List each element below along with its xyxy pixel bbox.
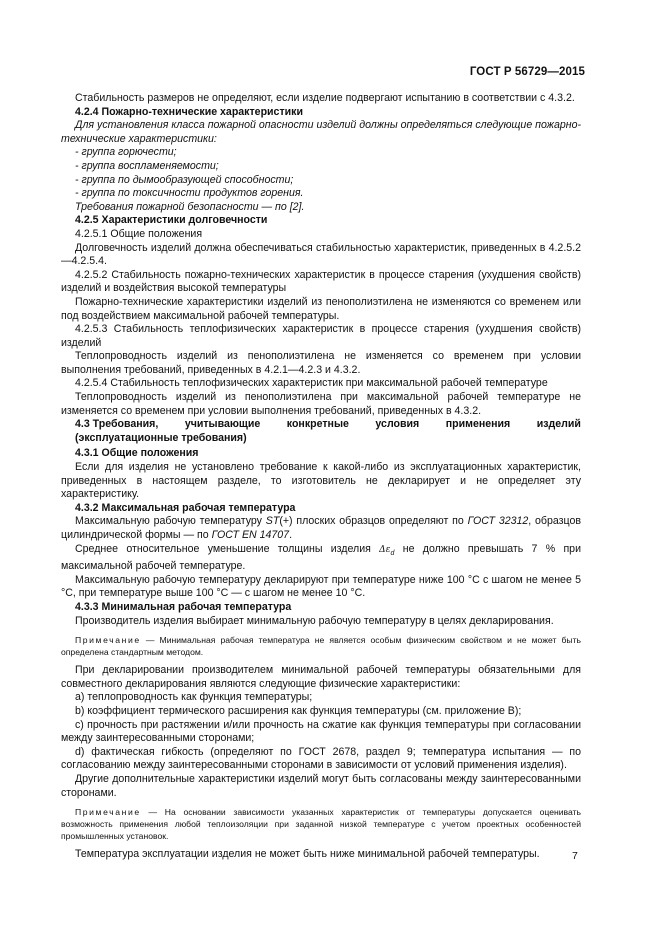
text-fragment: Среднее относительное уменьшение толщины изделия <box>75 542 380 555</box>
paragraph-4-3-2-b <box>61 543 581 574</box>
paragraph-operating-temperature: Температура эксплуатации изделия не может быть ниже минимальной рабочей температуры. <box>75 848 540 861</box>
list-item-decl-b: b) коэффициент термического расширения как функция температуры (см. приложение В); <box>75 705 522 718</box>
heading-4-3-3: 4.3.3 Минимальная рабочая температура <box>75 601 292 614</box>
text-fragment: . <box>289 529 293 541</box>
paragraph-4-2-5-3: Теплопроводность изделий из пенополиэтилена не изменяется со временем при условии выполнения требований, приведенных в 4.2.1—4.2.3 и 4.3.2. <box>61 350 581 376</box>
symbol-st: ST <box>265 515 280 528</box>
list-item-fire-2: - группа воспламеняемости; <box>75 159 219 172</box>
heading-4-3-word: применения <box>445 418 511 431</box>
paragraph-dimension-stability: Стабильность размеров не определяют, если изделие подвергают испытанию в соответствии с 4.3.2. <box>75 92 575 104</box>
heading-4-3-word: 4.3 Требования, <box>75 418 159 431</box>
heading-4-3-word: условия <box>375 418 420 431</box>
subheading-4-2-5-1: 4.2.5.1 Общие положения <box>75 227 203 240</box>
paragraph-fire-requirements: Требования пожарной безопасности — по [2]. <box>75 200 305 213</box>
heading-4-3-1: 4.3.1 Общие положения <box>75 447 199 460</box>
list-item-fire-3: - группа по дымообразующей способности; <box>75 173 294 186</box>
symbol-delta-epsilon: Δε <box>379 544 391 555</box>
paragraph-declaration: При декларировании производителем минимальной рабочей температуры обязательными для совместного декларирования являются следующие физические характеристики: <box>61 664 581 690</box>
paragraph-4-2-5-4: Теплопроводность изделий из пенополиэтилена при максимальной рабочей температуре не изменяется со временем при условии выполнения требований, приведенных в 4.3.2. <box>61 391 581 417</box>
paragraph-4-3-3: Производитель изделия выбирает минимальную рабочую температуру в целях декларирования. <box>75 614 554 627</box>
text-fragment: (+) плоских образцов определяют по <box>279 515 468 528</box>
note-text: — Минимальная рабочая температура не является особым физическим свойством и не может быть определена стандартным методом. <box>61 635 581 658</box>
note-temperature-dependence <box>61 806 581 842</box>
note-label: Примечание <box>75 635 141 646</box>
list-item-fire-1: - группа горючести; <box>75 146 177 159</box>
subheading-4-2-5-4: 4.2.5.4 Стабильность теплофизических характеристик при максимальной рабочей температуре <box>75 377 548 390</box>
list-item-decl-a: а) теплопроводность как функция температуры; <box>75 691 313 704</box>
paragraph-4-3-2-a <box>61 515 581 542</box>
text-fragment: не должно превышать 7 % при максимальной рабочей температуре. <box>61 542 581 573</box>
list-item-decl-c: c) прочность при растяжении и/или прочность на сжатие как функция температуры при согласовании между заинтересованными сторонами; <box>61 718 581 745</box>
symbol-subscript: d <box>390 549 395 557</box>
note-min-temp <box>61 634 581 658</box>
paragraph-4-2-5-1: Долговечность изделий должна обеспечиваться стабильностью характеристик, приведенных в 4.2.5.2—4.2.5.4. <box>61 241 581 268</box>
heading-4-2-5: 4.2.5 Характеристики долговечности <box>75 214 268 227</box>
note-text: — На основании зависимости указанных характеристик от температуры допускается оценивать возможность применения любой теплоизоляции при заданной низкой температуре с учетом проектных особенностей промышленных установок. <box>61 807 581 842</box>
list-item-fire-4: - группа по токсичности продуктов горения. <box>75 187 304 200</box>
document-body <box>61 92 581 862</box>
text-fragment: Максимальную рабочую температуру <box>75 515 266 528</box>
paragraph-4-2-5-2: Пожарно-технические характеристики изделий из пенополиэтилена не изменяются со временем или под воздействием максимальной рабочей температуры. <box>61 295 581 322</box>
heading-4-3-word: учитывающие <box>184 418 261 431</box>
paragraph-4-2-4: Для установления класса пожарной опасности изделий должны определяться следующие пожарно-технические характеристики: <box>61 119 581 145</box>
document-header: ГОСТ Р 56729—2015 <box>469 66 585 78</box>
paragraph-4-3-2-c: Максимальную рабочую температуру декларируют при температуре ниже 100 °С с шагом не менее 5 °С, при температуре выше 100 °С — с шагом не менее 10 °С. <box>61 573 581 600</box>
heading-4-3-word: изделий <box>536 418 581 431</box>
heading-4-3-2: 4.3.2 Максимальная рабочая температура <box>75 501 296 514</box>
subheading-4-2-5-2: 4.2.5.2 Стабильность пожарно-технических характеристик в процессе старения (ухудшения свойств) изделий и воздействия высокой температуры <box>61 268 581 295</box>
note-label: Примечание <box>75 807 141 818</box>
text-fragment: , образцов цилиндрической формы — по <box>61 515 581 541</box>
heading-4-3 <box>61 418 581 432</box>
paragraph-other-characteristics: Другие дополнительные характеристики изделий могут быть согласованы между заинтересованными сторонами. <box>61 773 581 799</box>
heading-4-3-line2: (эксплуатационные требования) <box>75 431 247 444</box>
subheading-4-2-5-3: 4.2.5.3 Стабильность теплофизических характеристик в процессе старения (ухудшения свойств) изделий <box>61 323 581 349</box>
gost-reference-32312: ГОСТ 32312 <box>467 515 529 528</box>
paragraph-4-3-1: Если для изделия не установлено требование к какой-либо из эксплуатационных характеристик, приведенных в настоящем разделе, то изготовитель не декларирует и не определяет эту характеристику. <box>61 461 581 501</box>
gost-reference-en-14707: ГОСТ EN 14707 <box>211 529 290 541</box>
page-number: 7 <box>572 850 578 862</box>
heading-4-3-word: конкретные <box>286 418 349 431</box>
heading-4-2-4: 4.2.4 Пожарно-технические характеристики <box>75 105 303 118</box>
list-item-decl-d: d) фактическая гибкость (определяют по ГОСТ 2678, раздел 9; температура испытания — по согласованию между заинтересованными сторонами в зависимости от условий применения изделия). <box>61 745 581 772</box>
